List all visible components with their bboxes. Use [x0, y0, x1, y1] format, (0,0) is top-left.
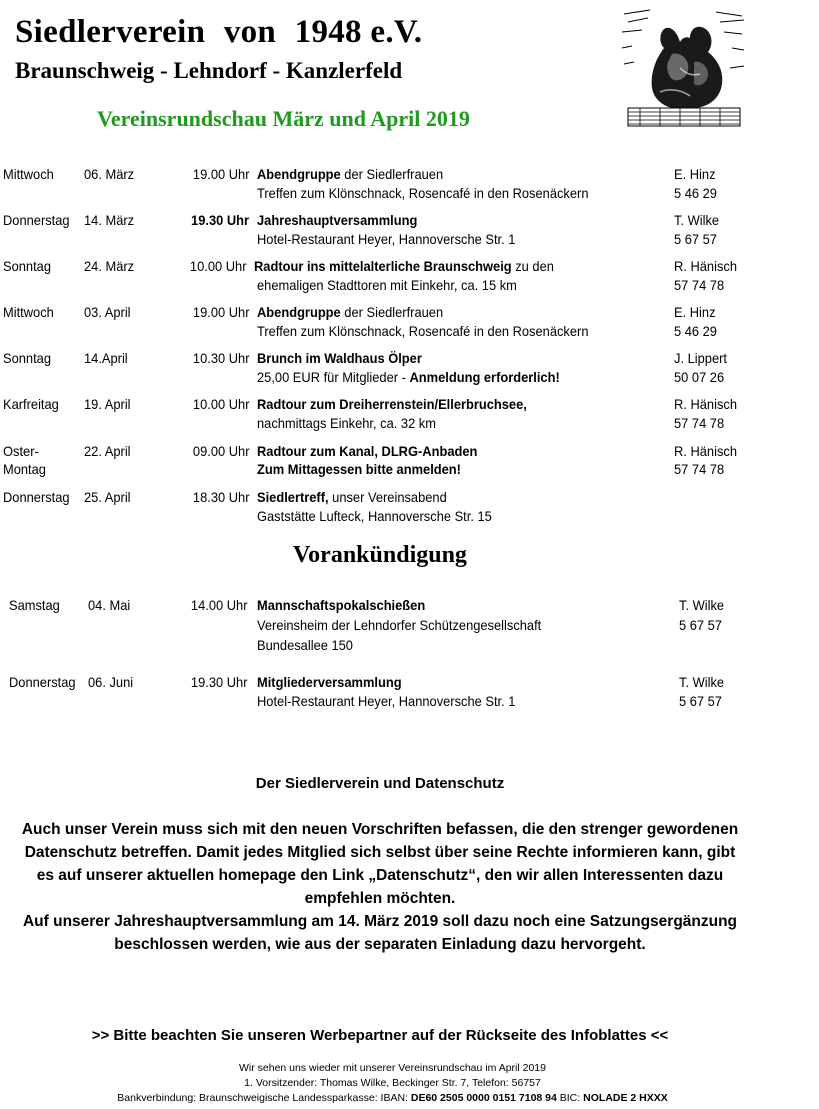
event-contact: R. Hänisch: [674, 443, 737, 459]
event-time: 10.00 Uhr: [189, 258, 246, 274]
event-title: Abendgruppe: [257, 304, 341, 320]
event-phone: 57 74 78: [674, 461, 725, 477]
event-title-line: [257, 211, 417, 229]
privacy-line: beschlossen werden, wie aus der separaten Einladung dazu hervorgeht.: [114, 936, 646, 953]
event-date: 24. März: [84, 258, 135, 274]
event-date: 14. März: [84, 212, 135, 228]
privacy-line: Auf unserer Jahreshauptversammlung am 14. März 2019 soll dazu noch eine Satzungsergänzung: [22, 913, 738, 930]
footer-bic: NOLADE 2 HXXX: [583, 1092, 668, 1104]
event-title-suffix: der Siedlerfrauen: [340, 304, 444, 320]
event-registration-note: Anmeldung erforderlich!: [409, 369, 560, 385]
footer-iban: DE60 2505 0000 0151 7108 94: [410, 1092, 557, 1104]
footer-chairman: 1. Vorsitzender: Thomas Wilke, Beckinger Str. 7, Telefon: 56757: [244, 1077, 541, 1089]
club-subtitle: Braunschweig - Lehndorf - Kanzlerfeld: [15, 58, 403, 83]
event-details: ehemaligen Stadttoren mit Einkehr, ca. 15 km: [257, 277, 517, 293]
sponsor-note: >> Bitte beachten Sie unseren Werbepartner auf der Rückseite des Infoblattes <<: [91, 1027, 669, 1044]
event-title-suffix: der Siedlerfrauen: [340, 166, 444, 182]
event-day: Sonntag: [3, 258, 51, 274]
privacy-title: Der Siedlerverein und Datenschutz: [255, 775, 505, 792]
club-title-part2: von: [223, 14, 277, 50]
announcement-title: Mannschaftspokalschießen: [257, 597, 426, 613]
event-contact: J. Lippert: [674, 350, 727, 366]
announcement-phone: 5 67 57: [679, 693, 722, 709]
event-phone: 57 74 78: [674, 277, 725, 293]
event-day: Mittwoch: [3, 304, 54, 320]
announcement-heading: Vorankündigung: [293, 542, 467, 568]
privacy-line: empfehlen möchten.: [304, 890, 456, 907]
event-time: 10.00 Uhr: [192, 396, 249, 412]
event-phone: 57 74 78: [674, 415, 725, 431]
event-day: Karfreitag: [3, 396, 59, 412]
event-day: Sonntag: [3, 350, 51, 366]
announcement-title: Mitgliederversammlung: [257, 674, 402, 690]
announcement-details: Vereinsheim der Lehndorfer Schützengesellschaft: [257, 617, 542, 633]
event-title-line: [257, 303, 443, 321]
announcement-details: Hotel-Restaurant Heyer, Hannoversche Str. 1: [257, 693, 516, 709]
event-day: Donnerstag: [3, 212, 70, 228]
event-time: 19.00 Uhr: [192, 304, 249, 320]
event-title-line: [254, 257, 554, 275]
event-title: Siedlertreff,: [257, 489, 329, 505]
event-contact: R. Hänisch: [674, 258, 737, 274]
announcement-address: Bundesallee 150: [257, 637, 353, 653]
event-details: nachmittags Einkehr, ca. 32 km: [257, 415, 436, 431]
event-title-suffix: unser Vereinsabend: [328, 489, 447, 505]
event-title-line: [257, 395, 527, 413]
event-contact: E. Hinz: [674, 304, 716, 320]
event-time: 18.30 Uhr: [192, 489, 249, 505]
privacy-line: es auf unserer aktuellen homepage den Link „Datenschutz“, den wir allen Interessenten dazu: [36, 867, 724, 884]
footer-next-issue: Wir sehen uns wieder mit unserer Vereinsrundschau im April 2019: [239, 1062, 546, 1074]
club-title-part1: Siedlerverein: [15, 14, 206, 50]
event-title-line: [257, 165, 443, 183]
announcement-time: 14.00 Uhr: [190, 597, 247, 613]
event-date: 19. April: [84, 396, 131, 412]
event-date: 06. März: [84, 166, 135, 182]
event-phone: 50 07 26: [674, 369, 725, 385]
event-date: 14.April: [84, 350, 128, 366]
event-details: Treffen zum Klönschnack, Rosencafé in den Rosenäckern: [257, 185, 589, 201]
event-title-line: [257, 442, 477, 460]
event-details: Hotel-Restaurant Heyer, Hannoversche Str. 1: [257, 231, 516, 247]
announcement-date: 06. Juni: [88, 674, 134, 690]
announcement-phone: 5 67 57: [679, 617, 722, 633]
privacy-paragraph: [0, 818, 760, 956]
event-details-text: 25,00 EUR für Mitglieder -: [257, 369, 410, 385]
event-title: Brunch im Waldhaus Ölper: [257, 350, 422, 366]
event-day: Donnerstag: [3, 489, 70, 505]
newsletter-title: Vereinsrundschau März und April 2019: [97, 106, 470, 131]
event-title-suffix: zu den: [511, 258, 554, 274]
club-title: [15, 14, 422, 51]
event-day-line2: Montag: [3, 461, 46, 477]
event-title: Radtour zum Kanal, DLRG-Anbaden: [257, 443, 478, 459]
announcement-day: Donnerstag: [9, 674, 76, 690]
event-date: 22. April: [84, 443, 131, 459]
event-details: Treffen zum Klönschnack, Rosencafé in den Rosenäckern: [257, 323, 589, 339]
event-title: Abendgruppe: [257, 166, 341, 182]
event-title-line: [257, 488, 447, 506]
event-time: 09.00 Uhr: [192, 443, 249, 459]
event-date: 25. April: [84, 489, 131, 505]
event-time: 19.30 Uhr: [190, 212, 249, 228]
event-title: Jahreshauptversammlung: [257, 212, 418, 228]
footer-bic-label: BIC:: [556, 1092, 584, 1104]
event-time: 10.30 Uhr: [192, 350, 249, 366]
privacy-line: Auch unser Verein muss sich mit den neuen Vorschriften befassen, die den strenger gewordenen: [21, 821, 739, 838]
event-details: [257, 368, 560, 386]
event-day: Oster-: [3, 443, 39, 459]
event-title-line: [257, 349, 422, 367]
event-phone: 5 46 29: [674, 185, 717, 201]
event-day: Mittwoch: [3, 166, 54, 182]
announcement-contact: T. Wilke: [679, 674, 725, 690]
footer-bank-label: Bankverbindung: Braunschweigische Landessparkasse: IBAN:: [117, 1092, 411, 1104]
event-details: Gaststätte Lufteck, Hannoversche Str. 15: [257, 508, 492, 524]
event-date: 03. April: [84, 304, 131, 320]
event-time: 19.00 Uhr: [192, 166, 249, 182]
announcement-day: Samstag: [9, 597, 60, 613]
event-contact: T. Wilke: [674, 212, 720, 228]
privacy-line: Datenschutz betreffen. Damit jedes Mitglied sich selbst über seine Rechte informieren kann, gibt: [24, 844, 736, 861]
footer-bank: [0, 1091, 785, 1106]
event-phone: 5 67 57: [674, 231, 717, 247]
event-contact: R. Hänisch: [674, 396, 737, 412]
sculpture-logo-icon: [620, 8, 746, 130]
event-phone: 5 46 29: [674, 323, 717, 339]
event-registration-note: Zum Mittagessen bitte anmelden!: [257, 461, 461, 477]
club-title-part3: 1948 e.V.: [294, 14, 423, 50]
event-title: Radtour ins mittelalterliche Braunschweig: [254, 258, 512, 274]
event-title: Radtour zum Dreiherrenstein/Ellerbruchsee,: [257, 396, 527, 412]
announcement-contact: T. Wilke: [679, 597, 725, 613]
announcement-time: 19.30 Uhr: [190, 674, 247, 690]
event-contact: E. Hinz: [674, 166, 716, 182]
announcement-date: 04. Mai: [88, 597, 131, 613]
